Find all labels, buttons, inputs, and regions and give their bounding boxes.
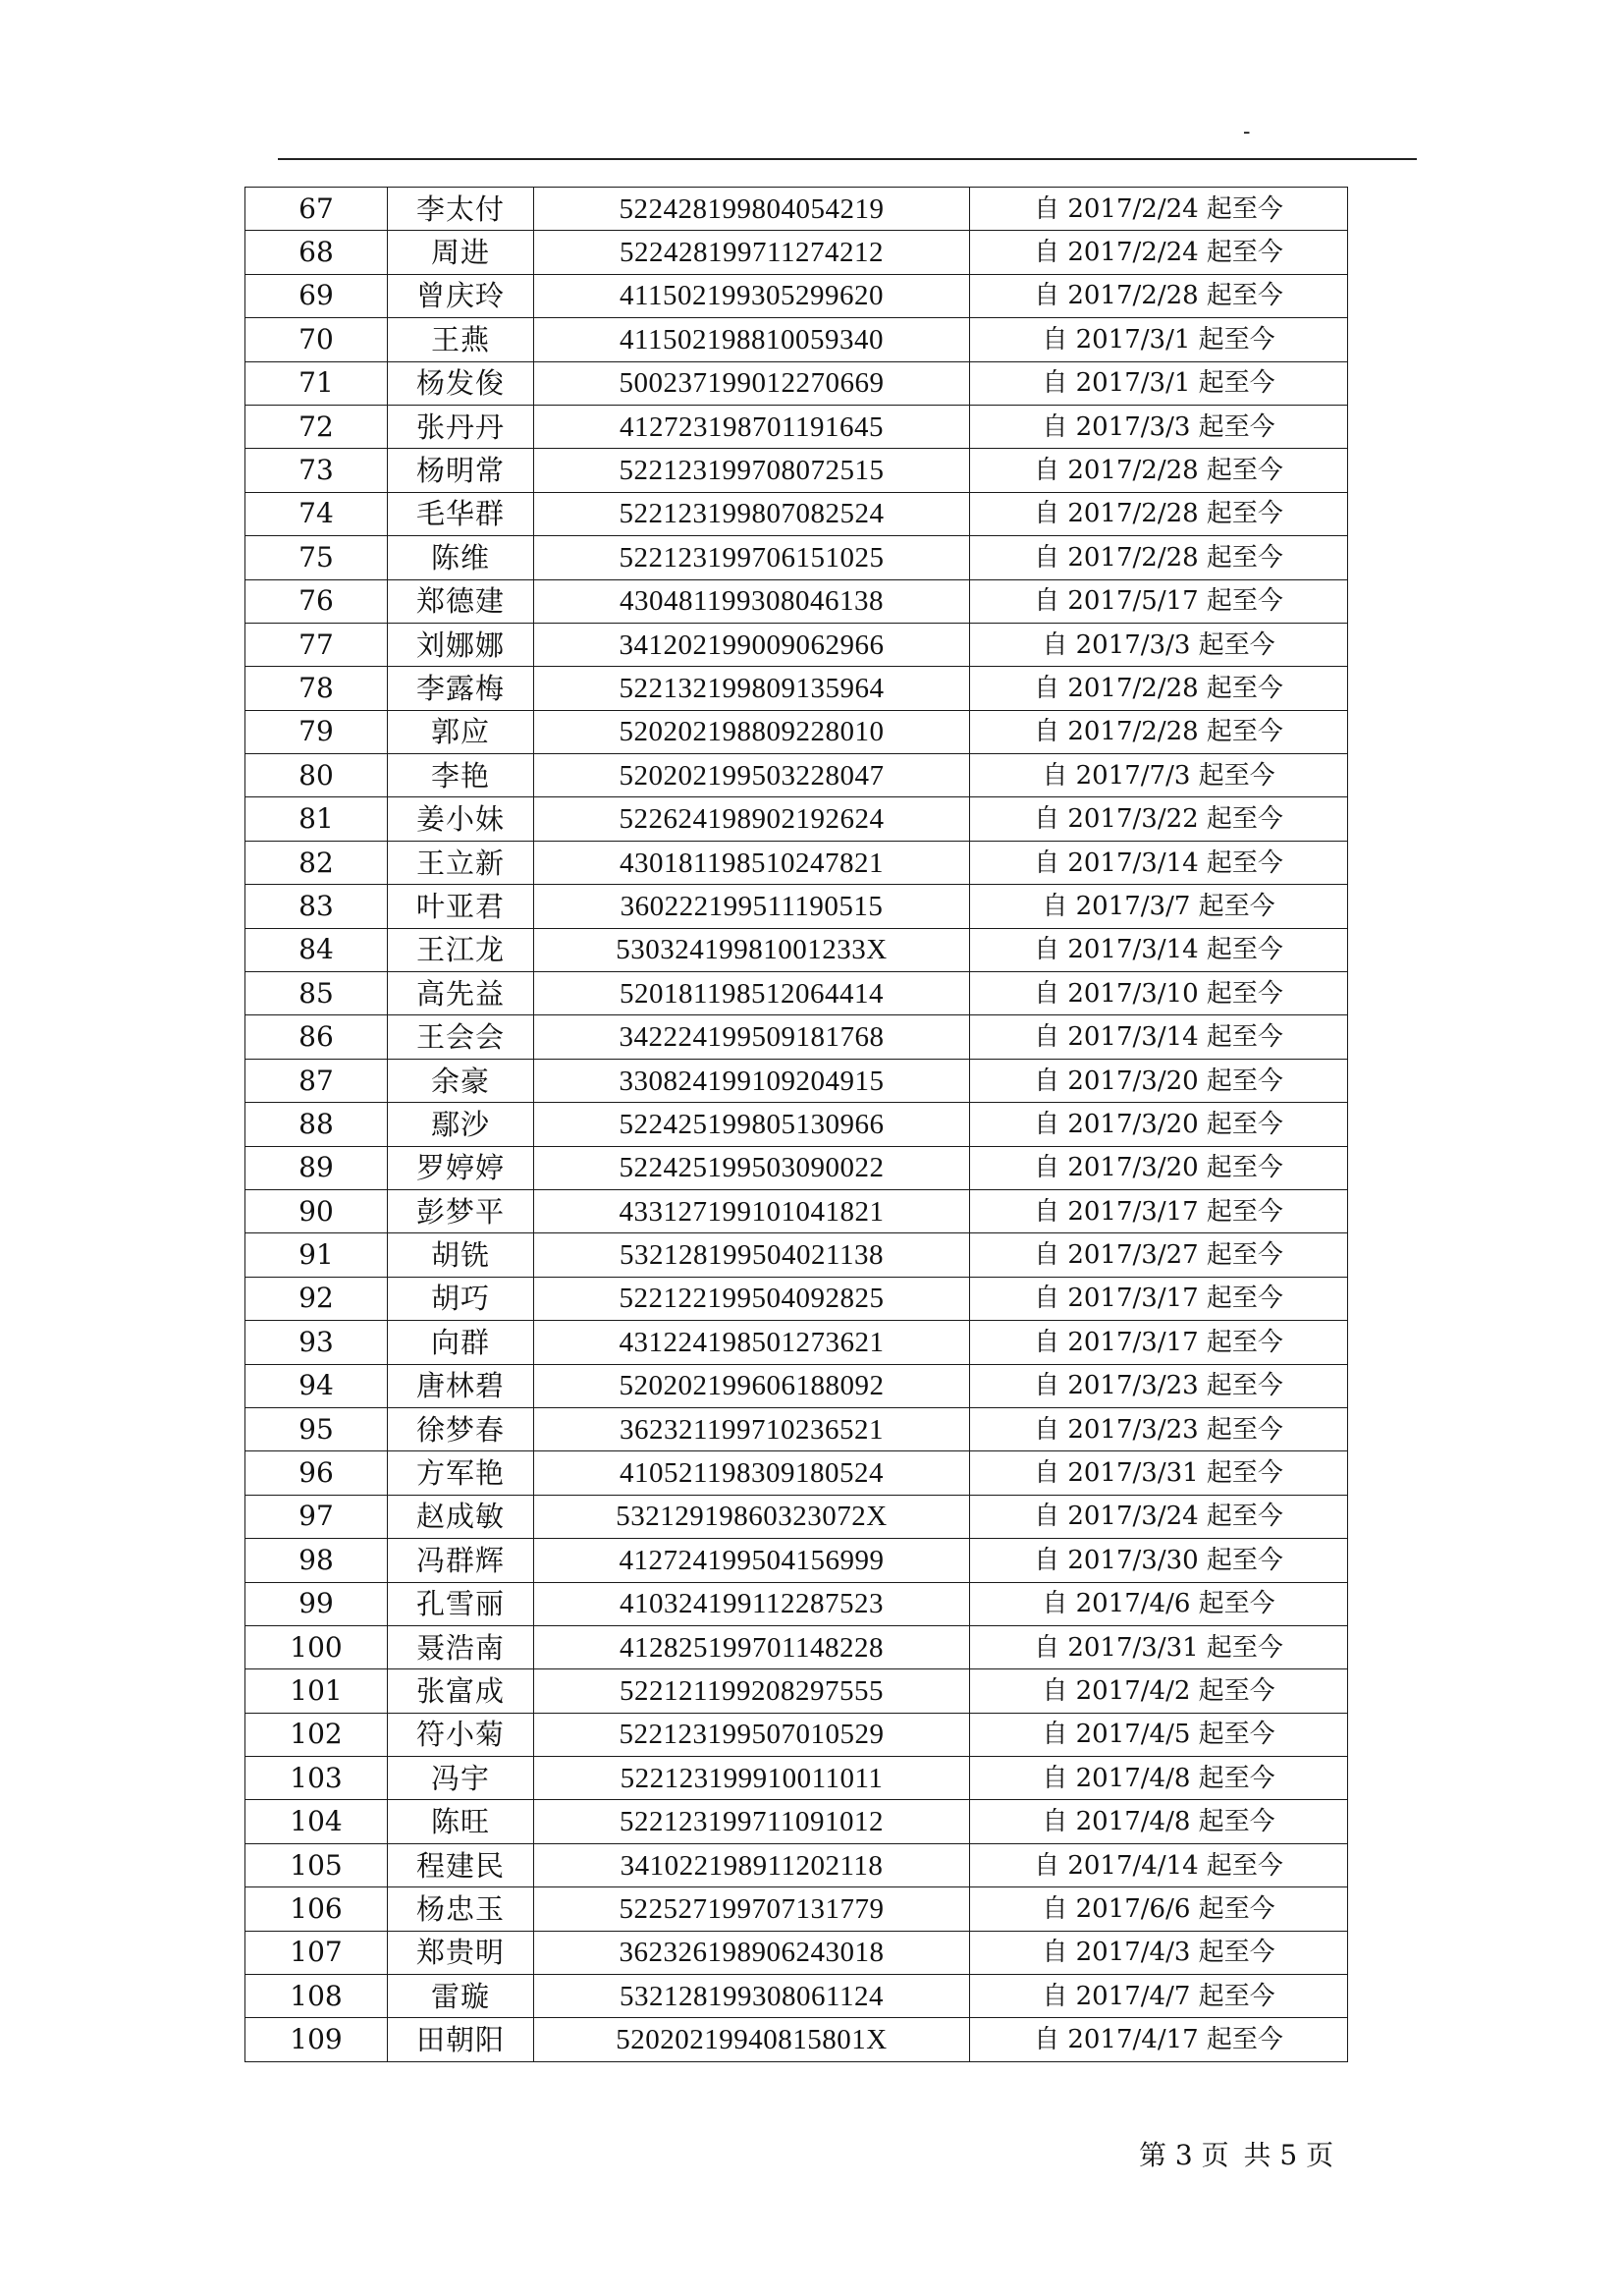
table-row bbox=[245, 1103, 1348, 1146]
table-row bbox=[245, 188, 1348, 231]
period-text: 自 2017/3/3 起至今 bbox=[970, 405, 1348, 448]
person-name: 高先益 bbox=[388, 972, 534, 1015]
person-name: 张富成 bbox=[388, 1669, 534, 1713]
person-name: 张丹丹 bbox=[388, 405, 534, 448]
period-text: 自 2017/3/10 起至今 bbox=[970, 972, 1348, 1015]
row-number: 78 bbox=[245, 667, 388, 710]
person-name: 符小菊 bbox=[388, 1713, 534, 1756]
person-name: 向群 bbox=[388, 1321, 534, 1364]
person-name: 余豪 bbox=[388, 1059, 534, 1102]
row-number: 89 bbox=[245, 1146, 388, 1189]
person-name: 刘娜娜 bbox=[388, 623, 534, 666]
person-name: 王会会 bbox=[388, 1015, 534, 1059]
table-row bbox=[245, 318, 1348, 361]
person-name: 杨明常 bbox=[388, 449, 534, 492]
period-text: 自 2017/3/1 起至今 bbox=[970, 361, 1348, 405]
person-name: 罗婷婷 bbox=[388, 1146, 534, 1189]
table-row bbox=[245, 1757, 1348, 1800]
row-number: 98 bbox=[245, 1539, 388, 1582]
period-text: 自 2017/4/5 起至今 bbox=[970, 1713, 1348, 1756]
id-number: 522123199711091012 bbox=[534, 1800, 970, 1843]
period-text: 自 2017/3/14 起至今 bbox=[970, 928, 1348, 971]
id-number: 522121199208297555 bbox=[534, 1669, 970, 1713]
roster-table bbox=[244, 187, 1348, 2062]
person-name: 杨忠玉 bbox=[388, 1887, 534, 1931]
row-number: 105 bbox=[245, 1843, 388, 1886]
id-number: 430481199308046138 bbox=[534, 579, 970, 623]
row-number: 68 bbox=[245, 231, 388, 274]
row-number: 99 bbox=[245, 1582, 388, 1625]
id-number: 411502198810059340 bbox=[534, 318, 970, 361]
table-row bbox=[245, 623, 1348, 666]
period-text: 自 2017/4/14 起至今 bbox=[970, 1843, 1348, 1886]
id-number: 522624198902192624 bbox=[534, 797, 970, 841]
person-name: 孔雪丽 bbox=[388, 1582, 534, 1625]
table-row bbox=[245, 1146, 1348, 1189]
period-text: 自 2017/3/31 起至今 bbox=[970, 1451, 1348, 1495]
table-row bbox=[245, 1233, 1348, 1277]
row-number: 82 bbox=[245, 841, 388, 884]
table-row bbox=[245, 1059, 1348, 1102]
person-name: 陈维 bbox=[388, 536, 534, 579]
table-row bbox=[245, 667, 1348, 710]
person-name: 冯宇 bbox=[388, 1757, 534, 1800]
id-number: 500237199012270669 bbox=[534, 361, 970, 405]
table-row bbox=[245, 1451, 1348, 1495]
person-name: 陈旺 bbox=[388, 1800, 534, 1843]
person-name: 赵成敏 bbox=[388, 1495, 534, 1538]
person-name: 李太付 bbox=[388, 188, 534, 231]
period-text: 自 2017/2/28 起至今 bbox=[970, 492, 1348, 535]
person-name: 王燕 bbox=[388, 318, 534, 361]
table-row bbox=[245, 405, 1348, 448]
table-row bbox=[245, 1277, 1348, 1320]
period-text: 自 2017/4/2 起至今 bbox=[970, 1669, 1348, 1713]
id-number: 330824199109204915 bbox=[534, 1059, 970, 1102]
person-name: 李艳 bbox=[388, 754, 534, 797]
id-number: 520202199503228047 bbox=[534, 754, 970, 797]
row-number: 90 bbox=[245, 1189, 388, 1232]
person-name: 胡铣 bbox=[388, 1233, 534, 1277]
person-name: 程建民 bbox=[388, 1843, 534, 1886]
period-text: 自 2017/3/1 起至今 bbox=[970, 318, 1348, 361]
roster-body bbox=[245, 188, 1348, 2062]
period-text: 自 2017/4/3 起至今 bbox=[970, 1931, 1348, 1974]
period-text: 自 2017/2/28 起至今 bbox=[970, 667, 1348, 710]
table-row bbox=[245, 710, 1348, 753]
row-number: 73 bbox=[245, 449, 388, 492]
period-text: 自 2017/4/6 起至今 bbox=[970, 1582, 1348, 1625]
table-row bbox=[245, 797, 1348, 841]
person-name: 郑贵明 bbox=[388, 1931, 534, 1974]
table-row bbox=[245, 449, 1348, 492]
period-text: 自 2017/3/7 起至今 bbox=[970, 885, 1348, 928]
row-number: 94 bbox=[245, 1364, 388, 1407]
period-text: 自 2017/2/24 起至今 bbox=[970, 231, 1348, 274]
id-number: 362321199710236521 bbox=[534, 1407, 970, 1450]
row-number: 104 bbox=[245, 1800, 388, 1843]
id-number: 522123199910011011 bbox=[534, 1757, 970, 1800]
id-number: 522123199706151025 bbox=[534, 536, 970, 579]
row-number: 72 bbox=[245, 405, 388, 448]
id-number: 411502199305299620 bbox=[534, 274, 970, 317]
period-text: 自 2017/3/30 起至今 bbox=[970, 1539, 1348, 1582]
period-text: 自 2017/3/3 起至今 bbox=[970, 623, 1348, 666]
row-number: 101 bbox=[245, 1669, 388, 1713]
id-number: 412825199701148228 bbox=[534, 1625, 970, 1668]
person-name: 聂浩南 bbox=[388, 1625, 534, 1668]
row-number: 85 bbox=[245, 972, 388, 1015]
id-number: 520181198512064414 bbox=[534, 972, 970, 1015]
period-text: 自 2017/3/22 起至今 bbox=[970, 797, 1348, 841]
row-number: 83 bbox=[245, 885, 388, 928]
period-text: 自 2017/4/8 起至今 bbox=[970, 1757, 1348, 1800]
table-row bbox=[245, 1582, 1348, 1625]
id-number: 410521198309180524 bbox=[534, 1451, 970, 1495]
row-number: 87 bbox=[245, 1059, 388, 1102]
person-name: 胡巧 bbox=[388, 1277, 534, 1320]
period-text: 自 2017/2/28 起至今 bbox=[970, 449, 1348, 492]
row-number: 92 bbox=[245, 1277, 388, 1320]
row-number: 108 bbox=[245, 1975, 388, 2018]
row-number: 102 bbox=[245, 1713, 388, 1756]
id-number: 532128199308061124 bbox=[534, 1975, 970, 2018]
id-number: 522123199507010529 bbox=[534, 1713, 970, 1756]
id-number: 522123199807082524 bbox=[534, 492, 970, 535]
row-number: 75 bbox=[245, 536, 388, 579]
row-number: 95 bbox=[245, 1407, 388, 1450]
row-number: 80 bbox=[245, 754, 388, 797]
table-row bbox=[245, 1800, 1348, 1843]
id-number: 410324199112287523 bbox=[534, 1582, 970, 1625]
header-rule bbox=[278, 158, 1417, 160]
person-name: 雷璇 bbox=[388, 1975, 534, 2018]
table-row bbox=[245, 972, 1348, 1015]
row-number: 88 bbox=[245, 1103, 388, 1146]
period-text: 自 2017/3/23 起至今 bbox=[970, 1407, 1348, 1450]
period-text: 自 2017/3/27 起至今 bbox=[970, 1233, 1348, 1277]
id-number: 360222199511190515 bbox=[534, 885, 970, 928]
row-number: 97 bbox=[245, 1495, 388, 1538]
period-text: 自 2017/4/8 起至今 bbox=[970, 1800, 1348, 1843]
period-text: 自 2017/3/17 起至今 bbox=[970, 1277, 1348, 1320]
table-row bbox=[245, 1189, 1348, 1232]
person-name: 郑德建 bbox=[388, 579, 534, 623]
id-number: 342224199509181768 bbox=[534, 1015, 970, 1059]
person-name: 曾庆玲 bbox=[388, 274, 534, 317]
row-number: 70 bbox=[245, 318, 388, 361]
period-text: 自 2017/3/23 起至今 bbox=[970, 1364, 1348, 1407]
id-number: 341022198911202118 bbox=[534, 1843, 970, 1886]
id-number: 522428199804054219 bbox=[534, 188, 970, 231]
row-number: 69 bbox=[245, 274, 388, 317]
id-number: 522132199809135964 bbox=[534, 667, 970, 710]
period-text: 自 2017/3/20 起至今 bbox=[970, 1103, 1348, 1146]
table-row bbox=[245, 1364, 1348, 1407]
id-number: 53032419981001233X bbox=[534, 928, 970, 971]
id-number: 53212919860323072X bbox=[534, 1495, 970, 1538]
period-text: 自 2017/3/17 起至今 bbox=[970, 1321, 1348, 1364]
id-number: 522122199504092825 bbox=[534, 1277, 970, 1320]
period-text: 自 2017/4/17 起至今 bbox=[970, 2018, 1348, 2061]
table-row bbox=[245, 754, 1348, 797]
table-row bbox=[245, 928, 1348, 971]
id-number: 431224198501273621 bbox=[534, 1321, 970, 1364]
person-name: 郭应 bbox=[388, 710, 534, 753]
table-row bbox=[245, 1887, 1348, 1931]
period-text: 自 2017/3/31 起至今 bbox=[970, 1625, 1348, 1668]
page-number: 第 3 页 bbox=[1139, 2139, 1229, 2171]
period-text: 自 2017/3/20 起至今 bbox=[970, 1059, 1348, 1102]
period-text: 自 2017/7/3 起至今 bbox=[970, 754, 1348, 797]
id-number: 522425199503090022 bbox=[534, 1146, 970, 1189]
row-number: 100 bbox=[245, 1625, 388, 1668]
table-row bbox=[245, 492, 1348, 535]
period-text: 自 2017/5/17 起至今 bbox=[970, 579, 1348, 623]
person-name: 方军艳 bbox=[388, 1451, 534, 1495]
table-row bbox=[245, 1625, 1348, 1668]
row-number: 77 bbox=[245, 623, 388, 666]
period-text: 自 2017/6/6 起至今 bbox=[970, 1887, 1348, 1931]
table-row bbox=[245, 1495, 1348, 1538]
row-number: 67 bbox=[245, 188, 388, 231]
id-number: 522527199707131779 bbox=[534, 1887, 970, 1931]
period-text: 自 2017/3/24 起至今 bbox=[970, 1495, 1348, 1538]
table-row bbox=[245, 1407, 1348, 1450]
person-name: 王立新 bbox=[388, 841, 534, 884]
period-text: 自 2017/3/20 起至今 bbox=[970, 1146, 1348, 1189]
row-number: 93 bbox=[245, 1321, 388, 1364]
table-row bbox=[245, 1669, 1348, 1713]
id-number: 362326198906243018 bbox=[534, 1931, 970, 1974]
table-row bbox=[245, 536, 1348, 579]
id-number: 52020219940815801X bbox=[534, 2018, 970, 2061]
id-number: 532128199504021138 bbox=[534, 1233, 970, 1277]
page-footer bbox=[1139, 2141, 1339, 2170]
person-name: 鄢沙 bbox=[388, 1103, 534, 1146]
period-text: 自 2017/3/17 起至今 bbox=[970, 1189, 1348, 1232]
person-name: 冯群辉 bbox=[388, 1539, 534, 1582]
person-name: 王江龙 bbox=[388, 928, 534, 971]
table-row bbox=[245, 1975, 1348, 2018]
person-name: 周进 bbox=[388, 231, 534, 274]
table-row bbox=[245, 2018, 1348, 2061]
table-row bbox=[245, 885, 1348, 928]
table-row bbox=[245, 1321, 1348, 1364]
table-row bbox=[245, 1713, 1348, 1756]
row-number: 109 bbox=[245, 2018, 388, 2061]
header-mark: - bbox=[1243, 120, 1251, 144]
row-number: 81 bbox=[245, 797, 388, 841]
person-name: 杨发俊 bbox=[388, 361, 534, 405]
period-text: 自 2017/2/28 起至今 bbox=[970, 710, 1348, 753]
row-number: 74 bbox=[245, 492, 388, 535]
table-row bbox=[245, 579, 1348, 623]
row-number: 86 bbox=[245, 1015, 388, 1059]
id-number: 522425199805130966 bbox=[534, 1103, 970, 1146]
person-name: 田朝阳 bbox=[388, 2018, 534, 2061]
row-number: 71 bbox=[245, 361, 388, 405]
id-number: 433127199101041821 bbox=[534, 1189, 970, 1232]
person-name: 唐林碧 bbox=[388, 1364, 534, 1407]
period-text: 自 2017/2/24 起至今 bbox=[970, 188, 1348, 231]
id-number: 522123199708072515 bbox=[534, 449, 970, 492]
row-number: 79 bbox=[245, 710, 388, 753]
id-number: 520202198809228010 bbox=[534, 710, 970, 753]
row-number: 91 bbox=[245, 1233, 388, 1277]
row-number: 76 bbox=[245, 579, 388, 623]
table-row bbox=[245, 1931, 1348, 1974]
page-total: 共 5 页 bbox=[1243, 2139, 1334, 2171]
person-name: 毛华群 bbox=[388, 492, 534, 535]
person-name: 叶亚君 bbox=[388, 885, 534, 928]
id-number: 412724199504156999 bbox=[534, 1539, 970, 1582]
id-number: 520202199606188092 bbox=[534, 1364, 970, 1407]
table-row bbox=[245, 274, 1348, 317]
row-number: 106 bbox=[245, 1887, 388, 1931]
row-number: 84 bbox=[245, 928, 388, 971]
table-row bbox=[245, 841, 1348, 884]
person-name: 姜小妹 bbox=[388, 797, 534, 841]
row-number: 96 bbox=[245, 1451, 388, 1495]
period-text: 自 2017/2/28 起至今 bbox=[970, 536, 1348, 579]
person-name: 李露梅 bbox=[388, 667, 534, 710]
table-row bbox=[245, 1015, 1348, 1059]
id-number: 412723198701191645 bbox=[534, 405, 970, 448]
period-text: 自 2017/2/28 起至今 bbox=[970, 274, 1348, 317]
table-row bbox=[245, 1539, 1348, 1582]
id-number: 341202199009062966 bbox=[534, 623, 970, 666]
id-number: 522428199711274212 bbox=[534, 231, 970, 274]
period-text: 自 2017/4/7 起至今 bbox=[970, 1975, 1348, 2018]
row-number: 107 bbox=[245, 1931, 388, 1974]
person-name: 徐梦春 bbox=[388, 1407, 534, 1450]
person-name: 彭梦平 bbox=[388, 1189, 534, 1232]
table-row bbox=[245, 231, 1348, 274]
table-row bbox=[245, 361, 1348, 405]
table-row bbox=[245, 1843, 1348, 1886]
period-text: 自 2017/3/14 起至今 bbox=[970, 841, 1348, 884]
period-text: 自 2017/3/14 起至今 bbox=[970, 1015, 1348, 1059]
row-number: 103 bbox=[245, 1757, 388, 1800]
id-number: 430181198510247821 bbox=[534, 841, 970, 884]
